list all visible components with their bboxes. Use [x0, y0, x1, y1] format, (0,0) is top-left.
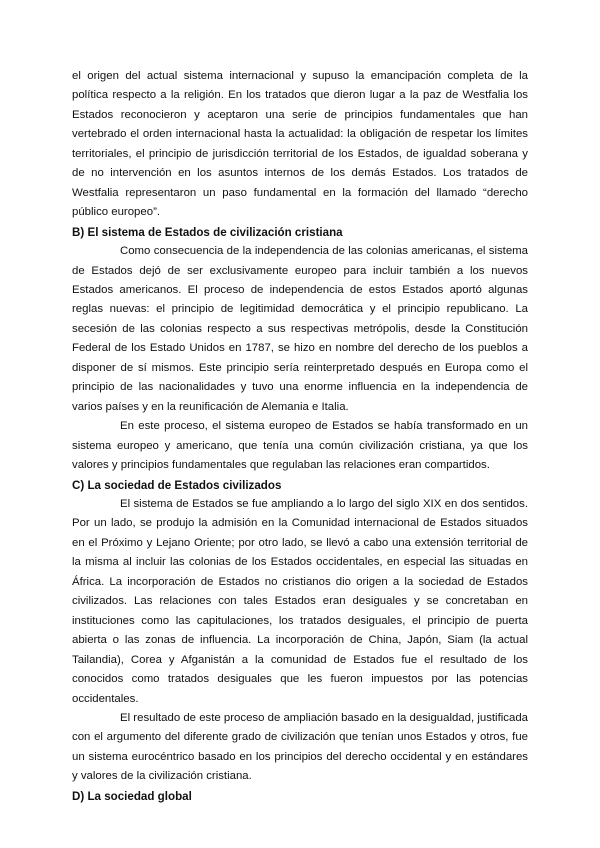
- heading-civilized-states: C) La sociedad de Estados civilizados: [72, 478, 282, 492]
- westfalia-paragraph: el origen del actual sistema internacional y supuso la emancipación completa de la política respecto a la religión. En los tratados que dieron lugar a la paz de Westfalia los Estados reconocieron y aceptaron una serie de principios fundamentales que han vertebrado el orden internacional hasta la actualidad: la obligación de respetar los límites territoriales, el principio de jurisdicción territorial de los Estados, de igualdad soberana y de no intervención en los asuntos internos de los demás Estados. Los tratados de Westfalia representaron un paso fundamental en la formación del llamado “derecho público europeo”.: [72, 70, 528, 219]
- heading-christian-civilization: B) El sistema de Estados de civilización cristiana: [72, 225, 343, 239]
- american-independence-paragraph: Como consecuencia de la independencia de las colonias americanas, el sistema de Estados dejó de ser exclusivamente europeo para incluir también a los nuevos Estados americanos. El proceso de independencia de estos Estados aportó algunas reglas nuevas: el principio de legitimidad democrática y el principio republicano. La secesión de las colonias respecto a sus respectivas metrópolis, desde la Constitución Federal de los Estado Unidos en 1787, se hizo en nombre del derecho de los pueblos a disponer de sí mismos. Este principio sería reinterpretado después en Europa como el principio de las nacionalidades y tuvo una enorme influencia en la independencia de varios países y en la reunificación de Alemania e Italia.: [72, 245, 528, 413]
- euro-american-system-paragraph: En este proceso, el sistema europeo de Estados se había transformado en un sistema europeo y americano, que tenía una común civilización cristiana, ya que los valores y principios fundamentales que regulaban las relaciones eran compartidos.: [72, 420, 528, 472]
- expansion-paragraph: El sistema de Estados se fue ampliando a lo largo del siglo XIX en dos sentidos. Por un lado, se produjo la admisión en la Comunidad internacional de Estados situados en el Próximo y Lejano Oriente; por otro lado, se llevó a cabo una extensión territorial de la misma al incluir las colonias de los Estados occidentales, en especial las situadas en África. La incorporación de Estados no cristianos dio origen a la sociedad de Estados civilizados. Las relaciones con tales Estados eran desiguales y se concretaban en instituciones como las capitulaciones, los tratados desiguales, el principio de puerta abierta o las zonas de influencia. La incorporación de China, Japón, Siam (la actual Tailandia), Corea y Afganistán a la comunidad de Estados fue el resultado de los conocidos como tratados desiguales que les fueron impuestos por las potencias occidentales.: [72, 497, 528, 705]
- eurocentric-system-paragraph: El resultado de este proceso de ampliación basado en la desigualdad, justificada con el argumento del diferente grado de civilización que tenían unos Estados y otros, fue un sistema eurocéntrico basado en los principios del derecho occidental y en estándares y valores de la civilización cristiana.: [72, 711, 528, 783]
- heading-global-society: D) La sociedad global: [72, 789, 192, 803]
